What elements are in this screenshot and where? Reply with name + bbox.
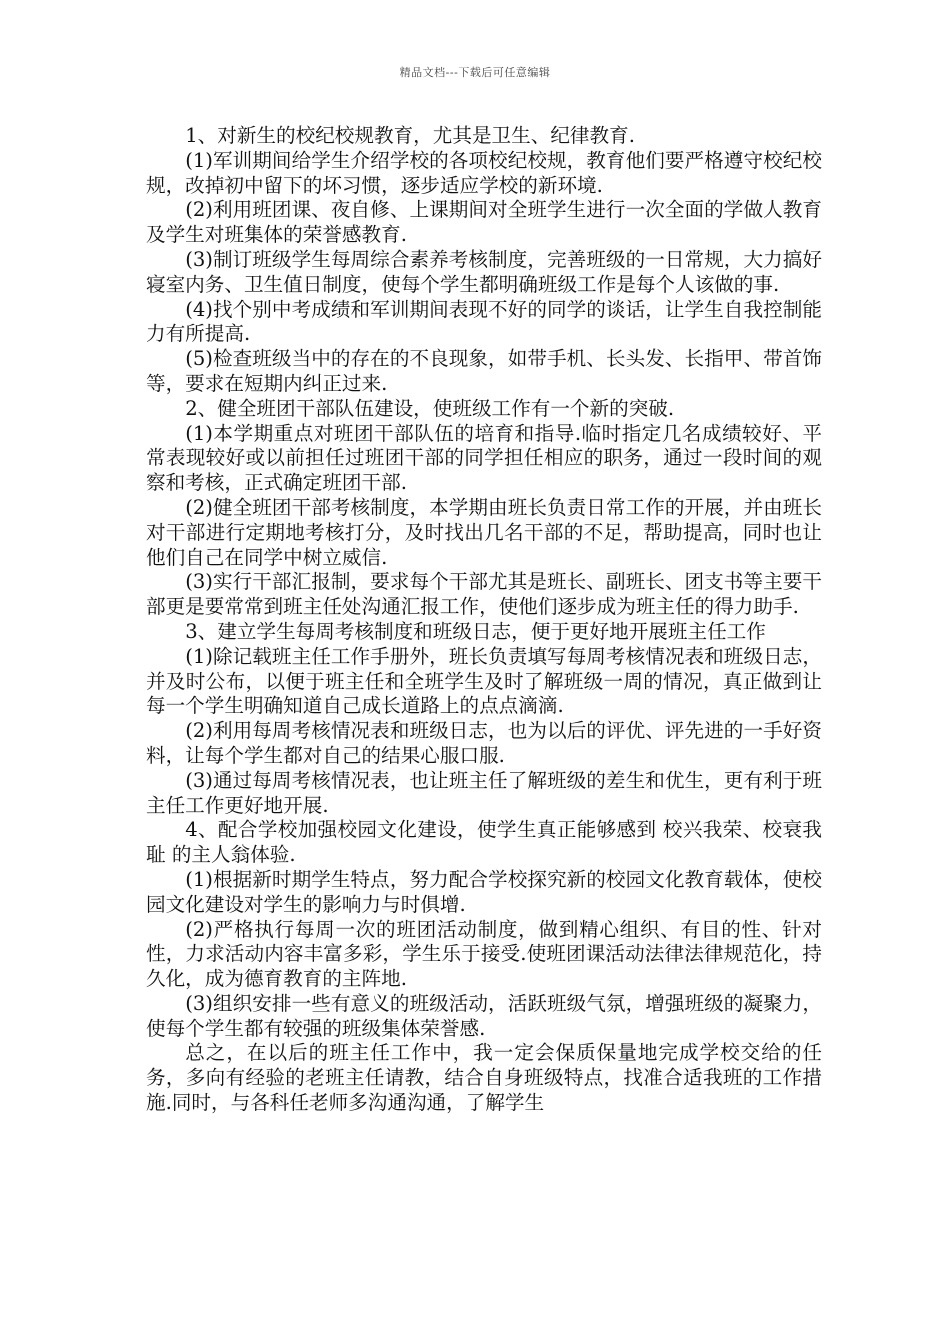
paragraph: (1)根据新时期学生特点，努力配合学校探究新的校园文化教育载体，使校园文化建设对学生的影响力与时俱增. xyxy=(146,867,822,916)
document-body xyxy=(146,124,822,1116)
paragraph: (3)制订班级学生每周综合素养考核制度，完善班级的一日常规，大力搞好寝室内务、卫生值日制度，使每个学生都明确班级工作是每个人该做的事. xyxy=(146,247,822,296)
paragraph: (2)利用每周考核情况表和班级日志，也为以后的评优、评先进的一手好资料，让每个学生都对自己的结果心服口服. xyxy=(146,719,822,767)
paragraph: 4、配合学校加强校园文化建设，使学生真正能够感到 校兴我荣、校衰我耻 的主人翁体验. xyxy=(146,818,822,867)
paragraph: 1、对新生的校纪校规教育，尤其是卫生、纪律教育. xyxy=(185,124,635,147)
paragraph: 3、建立学生每周考核制度和班级日志，便于更好地开展班主任工作 xyxy=(185,619,766,643)
paragraph: (1)除记载班主任工作手册外，班长负责填写每周考核情况表和班级日志，并及时公布，以便于班主任和全班学生及时了解班级一周的情况，真正做到让每一个学生明确知道自己成长道路上的点点滴滴. xyxy=(146,644,822,718)
paragraph: 总之，在以后的班主任工作中，我一定会保质保量地完成学校交给的任务，多向有经验的老班主任请教，结合自身班级特点，找准合适我班的工作措施.同时，与各科任老师多沟通沟通，了解学生 xyxy=(146,1041,822,1115)
paragraph: 2、健全班团干部队伍建设，使班级工作有一个新的突破. xyxy=(185,396,675,420)
paragraph: (1)军训期间给学生介绍学校的各项校纪校规，教育他们要严格遵守校纪校规，改掉初中留下的坏习惯，逐步适应学校的新环境. xyxy=(146,148,822,197)
page-header: 精品文档---下载后可任意编辑 xyxy=(399,66,551,79)
paragraph: (2)健全班团干部考核制度，本学期由班长负责日常工作的开展，并由班长对干部进行定期地考核打分，及时找出几名干部的不足，帮助提高，同时也让他们自己在同学中树立威信. xyxy=(146,495,822,569)
paragraph: (2)利用班团课、夜自修、上课期间对全班学生进行一次全面的学做人教育及学生对班集体的荣誉感教育. xyxy=(146,198,822,247)
paragraph: (2)严格执行每周一次的班团活动制度，做到精心组织、有目的性、针对性，力求活动内容丰富多彩，学生乐于接受.使班团课活动法律法律规范化，持久化，成为德育教育的主阵地. xyxy=(146,917,822,991)
paragraph: (3)组织安排一些有意义的班级活动，活跃班级气氛，增强班级的凝聚力，使每个学生都有较强的班级集体荣誉感. xyxy=(146,991,822,1040)
paragraph: (3)通过每周考核情况表，也让班主任了解班级的差生和优生，更有利于班主任工作更好地开展. xyxy=(146,768,822,817)
paragraph: (4)找个别中考成绩和军训期间表现不好的同学的谈话，让学生自我控制能力有所提高. xyxy=(146,297,822,346)
paragraph: (5)检查班级当中的存在的不良现象，如带手机、长头发、长指甲、带首饰等，要求在短期内纠正过来. xyxy=(146,347,822,395)
paragraph: (3)实行干部汇报制，要求每个干部尤其是班长、副班长、团支书等主要干部更是要常常到班主任处沟通汇报工作，使他们逐步成为班主任的得力助手. xyxy=(146,570,822,619)
paragraph: (1)本学期重点对班团干部队伍的培育和指导.临时指定几名成绩较好、平常表现较好或以前担任过班团干部的同学担任相应的职务，通过一段时间的观察和考核，正式确定班团干部. xyxy=(146,421,822,495)
